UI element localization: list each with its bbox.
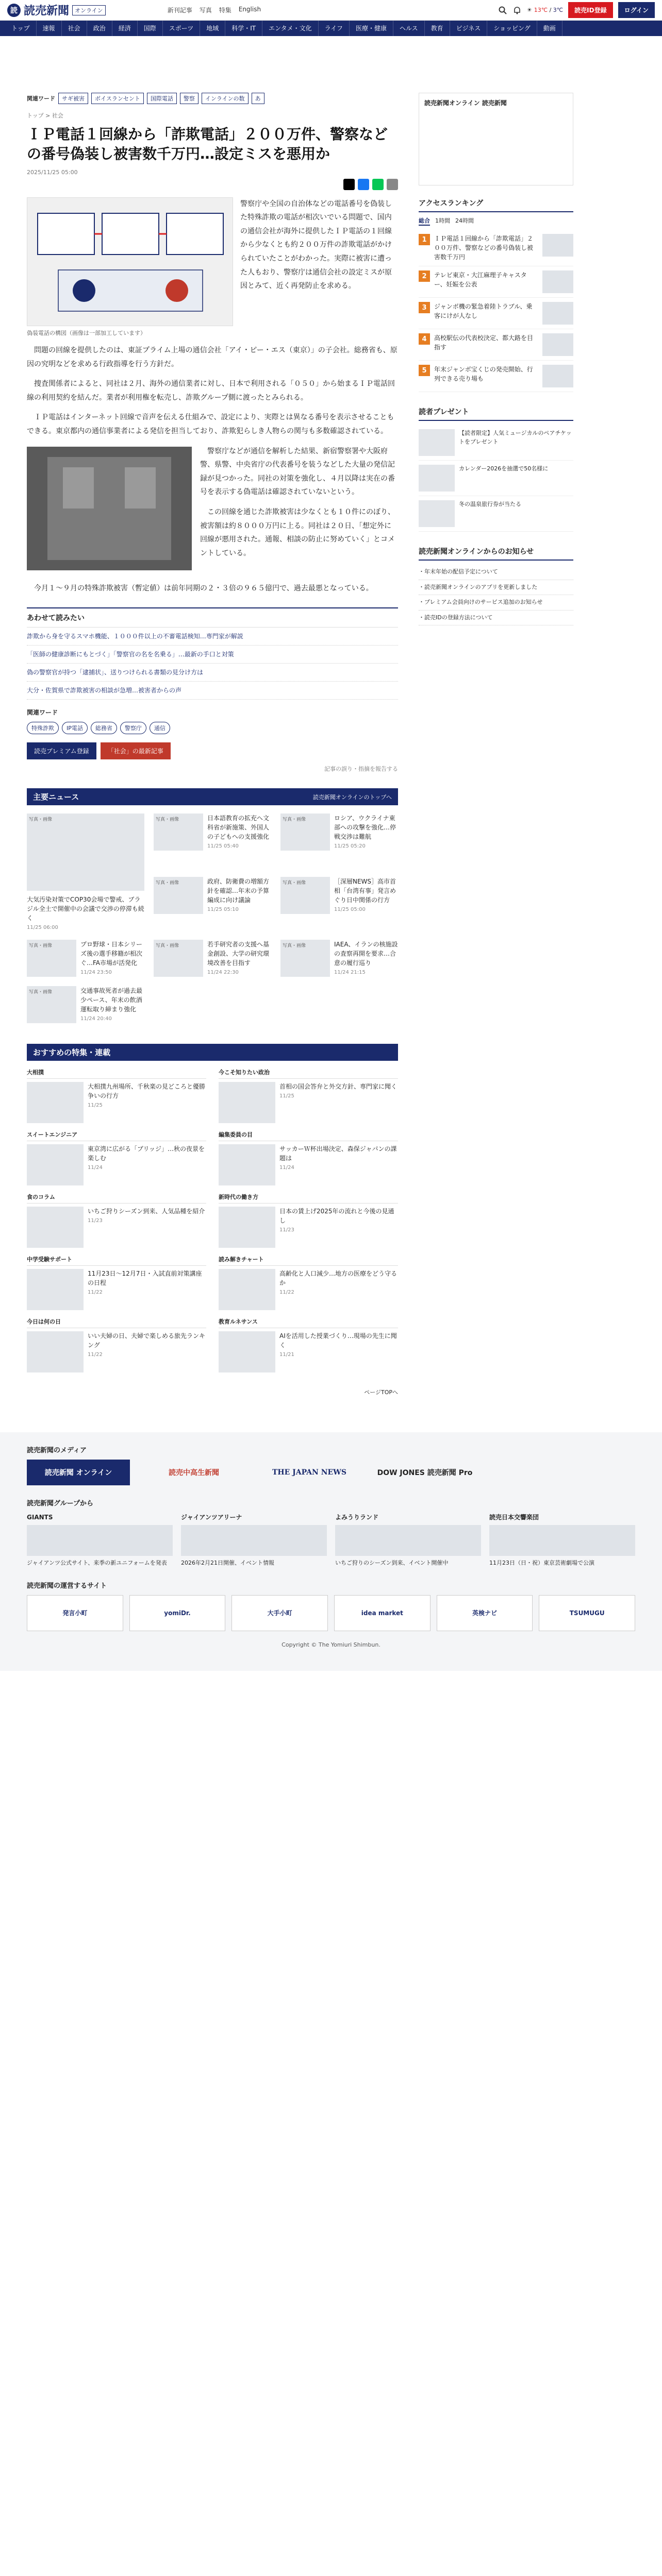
media-logo-chukosei[interactable]: 読売中高生新聞: [169, 1469, 219, 1478]
x-share-icon[interactable]: [343, 179, 355, 190]
media-heading: 読売新聞のメディア: [27, 1447, 87, 1455]
group-text: 2026年2月21日開催、イベント情報: [181, 1560, 274, 1567]
site-logo[interactable]: [7, 2, 106, 18]
rank-number: 1: [419, 234, 430, 245]
news-thumb: [280, 814, 330, 851]
feature-meta: 11/24: [279, 1165, 294, 1171]
news-title: 政府、防衛費の増額方針を確認…年末の予算編成に向け議論: [207, 877, 270, 904]
notices-heading: 読売新聞オンラインからのお知らせ: [419, 546, 573, 561]
group-name: よみうりランド: [335, 1514, 379, 1521]
news-title: ロシア、ウクライナ東部への攻撃を強化…停戦交渉は難航: [334, 815, 396, 841]
tag-list: [27, 722, 398, 734]
feature-meta: 11/24: [88, 1165, 103, 1171]
feature-meta: 11/22: [88, 1352, 103, 1358]
rank-number: 4: [419, 333, 430, 345]
top-link-english[interactable]: English: [238, 6, 261, 13]
copyright: Copyright © The Yomiuri Shimbun.: [282, 1641, 380, 1648]
print-icon[interactable]: [387, 179, 398, 190]
notice-link[interactable]: ・ 年末年始の配信予定について: [419, 565, 573, 580]
nav-item[interactable]: 教育: [425, 21, 450, 36]
main-news-grid: [27, 805, 398, 1023]
feature-meta: 11/21: [279, 1352, 294, 1358]
feature-category[interactable]: 編集委員の目: [219, 1130, 398, 1141]
group-text: ジャイアンツ公式サイト、来季の新ユニフォームを発表: [27, 1560, 167, 1567]
feature-category[interactable]: 大相撲: [27, 1068, 206, 1079]
keyword-chip[interactable]: サギ被害: [58, 93, 88, 104]
site-footer: [0, 1432, 662, 1671]
lead-caption: 偽装電話の構図（画像は一部加工しています）: [27, 329, 146, 336]
keyword-chip[interactable]: ボイスランセント: [91, 93, 144, 104]
feature-category[interactable]: 読み解きチャート: [219, 1255, 398, 1266]
media-logo-dowjones[interactable]: DOW JONES 読売新聞 Pro: [377, 1469, 473, 1478]
nav-item[interactable]: 政治: [87, 21, 112, 36]
tag-chip[interactable]: 警察庁: [120, 722, 146, 734]
ranking-item[interactable]: [419, 329, 573, 361]
features-heading: おすすめの特集・連載: [33, 1048, 111, 1058]
media-logo-japan-news[interactable]: THE JAPAN NEWS: [272, 1468, 347, 1477]
feature-meta: 11/22: [88, 1290, 103, 1296]
group-item[interactable]: [181, 1513, 327, 1568]
cta-row: [27, 742, 398, 759]
temp-low: 3℃: [553, 7, 564, 13]
media-row: [27, 1460, 635, 1485]
nav-item[interactable]: 動画: [537, 21, 562, 36]
present-thumb: [419, 429, 455, 456]
nav-item[interactable]: エンタメ・文化: [262, 21, 319, 36]
feature-meta: 11/22: [279, 1290, 294, 1296]
site-card[interactable]: 発言小町: [27, 1595, 123, 1631]
article-title: ＩＰ電話１回線から「詐欺電話」２００万件、警察などの番号偽装し被害数千万円…設定ミスを悪用か: [27, 126, 388, 162]
main-nav: [0, 21, 662, 36]
present-item[interactable]: [419, 461, 573, 496]
news-title: 若手研究者の支援へ基金創設、大学の研究環境改善を目指す: [207, 941, 270, 967]
logo-sub: オンライン: [72, 5, 106, 15]
feature-thumb: [219, 1082, 275, 1123]
ranking-tabs: [419, 216, 573, 226]
body-paragraph: 捜査関係者によると、同社は２月、海外の通信業者に対し、日本で利用される「０５０」から始まるＩＰ電話回線の利用契約を結んだ。業者が利用権を転売し、詐欺グループ側に渡ったとみられる。: [27, 380, 395, 402]
news-title: 大気汚染対策でCOP30会場で警戒、ブラジル全土で開催中の会議で交渉の停滞も続く: [27, 896, 144, 922]
ranking-item[interactable]: [419, 298, 573, 329]
feature-category[interactable]: 食のコラム: [27, 1193, 206, 1204]
register-button[interactable]: 読売ID登録: [568, 2, 613, 18]
related-heading: あわせて読みたい: [27, 608, 398, 628]
feature-item[interactable]: [27, 1269, 206, 1310]
feature-thumb: [219, 1331, 275, 1372]
present-thumb: [419, 465, 455, 492]
login-button[interactable]: ログイン: [618, 2, 655, 18]
feature-title: サッカーＷ杯出場決定、森保ジャパンの課題は: [279, 1145, 397, 1162]
site-card[interactable]: yomiDr.: [129, 1595, 226, 1631]
news-thumb: [27, 814, 144, 891]
tag-chip[interactable]: 通信: [150, 722, 170, 734]
feature-item[interactable]: [219, 1207, 398, 1248]
feature-item[interactable]: [27, 1331, 206, 1372]
news-title: IAEA、イランの核施設の査察再開を要求…合意の履行巡り: [334, 941, 398, 967]
present-item[interactable]: [419, 425, 573, 461]
article-photo[interactable]: [27, 447, 192, 570]
group-name: 読売日本交響楽団: [489, 1514, 539, 1521]
news-item[interactable]: [27, 986, 144, 1023]
lead-figure: [27, 197, 233, 338]
feature-meta: 11/23: [88, 1218, 103, 1224]
news-title: プロ野球・日本シリーズ後の選手移籍が相次ぐ…FA市場が活発化: [80, 941, 143, 967]
keyword-chip[interactable]: 国際電話: [147, 93, 177, 104]
bell-icon[interactable]: [512, 6, 522, 15]
rank-thumb: [542, 270, 573, 293]
news-title: 交通事故死者が過去最少ペース、年末の飲酒運転取り締まり強化: [80, 987, 143, 1013]
keyword-row: [27, 93, 398, 104]
group-thumb: [335, 1525, 481, 1556]
nav-item[interactable]: 国際: [138, 21, 163, 36]
site-card[interactable]: TSUMUGU: [539, 1595, 635, 1631]
group-text: 11月23日（日・祝）東京芸術劇場で公演: [489, 1560, 594, 1567]
keyword-chip[interactable]: あ: [252, 93, 264, 104]
rank-number: 3: [419, 302, 430, 313]
feature-thumb: [27, 1269, 84, 1310]
nav-item[interactable]: 科学・IT: [225, 21, 262, 36]
ranking-item[interactable]: [419, 361, 573, 392]
feature-block: [27, 1255, 206, 1310]
logo-mark-icon: 読: [7, 4, 21, 17]
group-item[interactable]: [27, 1513, 173, 1568]
feature-item[interactable]: [219, 1082, 398, 1123]
group-thumb: [27, 1525, 173, 1556]
top-links: [168, 6, 261, 14]
features-grid: [27, 1061, 398, 1372]
news-thumb: [154, 814, 203, 851]
line-share-icon[interactable]: [372, 179, 384, 190]
news-item[interactable]: [280, 877, 398, 931]
news-item[interactable]: [27, 940, 144, 977]
feature-thumb: [27, 1144, 84, 1185]
rank-title: 高校駅伝の代表校決定、都大路を目指す: [434, 334, 534, 351]
top-link-photo[interactable]: 写真: [199, 7, 212, 14]
news-thumb: [280, 940, 330, 977]
news-item[interactable]: [154, 940, 271, 977]
feature-item[interactable]: [219, 1144, 398, 1185]
feature-title: いちご狩りシーズン到来、人気品種を紹介: [88, 1208, 205, 1215]
feature-block: [219, 1068, 398, 1123]
feature-item[interactable]: [27, 1144, 206, 1185]
news-thumb: [154, 940, 203, 977]
more-articles-button[interactable]: 「社会」の最新記事: [101, 742, 171, 759]
share-buttons: [27, 179, 398, 190]
feature-thumb: [219, 1269, 275, 1310]
rank-thumb: [542, 302, 573, 325]
feature-thumb: [27, 1331, 84, 1372]
article-lead: [27, 197, 398, 338]
main-news-more-link[interactable]: 読売新聞オンラインのトップへ: [312, 793, 392, 801]
related-link[interactable]: 偽の警察官が持つ「逮捕状」、送りつけられる書類の見分け方は: [27, 664, 398, 682]
body-paragraph: 警察庁などが通信を解析した結果、新宿警察署や大阪府警、県警、中央省庁の代表番号を装うなどした大量の発信記録が見つかった。同社の対策を強化し、４月以降は実在の番号を表示する偽電話は確認されていないという。: [200, 447, 395, 497]
notice-link[interactable]: ・ 読売IDの登録方法について: [419, 611, 573, 626]
feature-meta: 11/25: [88, 1103, 103, 1109]
news-item[interactable]: [27, 814, 144, 930]
site-card[interactable]: idea market: [334, 1595, 431, 1631]
temp-high: 13℃: [534, 7, 548, 13]
rank-title: テレビ東京・大江麻理子キャスター、妊娠を公表: [434, 272, 527, 288]
top-link-new[interactable]: 新刊記事: [167, 7, 192, 14]
news-item[interactable]: [280, 814, 398, 868]
news-thumb: [154, 877, 203, 914]
nav-item[interactable]: 地域: [200, 21, 225, 36]
feature-thumb: [27, 1207, 84, 1248]
ad-banner[interactable]: [419, 93, 573, 185]
news-item[interactable]: [154, 814, 271, 868]
nav-item[interactable]: ライフ: [319, 21, 350, 36]
feature-item[interactable]: [219, 1269, 398, 1310]
group-name: GIANTS: [27, 1514, 53, 1521]
feature-title: AIを活用した授業づくり…現場の先生に聞く: [279, 1332, 397, 1349]
ranking-list: [419, 230, 573, 392]
top-bar: [0, 0, 662, 21]
news-title: ［深層NEWS］高市首相「台湾有事」発言めぐり日中関係の行方: [334, 877, 396, 904]
feature-block: [219, 1130, 398, 1185]
feature-category[interactable]: 新時代の働き方: [219, 1193, 398, 1204]
page-top-link[interactable]: ページTOPへ: [364, 1389, 398, 1396]
feature-item[interactable]: [27, 1207, 206, 1248]
related-link[interactable]: 詐欺から身を守るスマホ機能、１０００件以上の不審電話検知…専門家が解説: [27, 628, 398, 646]
news-thumb: [27, 940, 76, 977]
feature-title: 高齢化と人口減少…地方の医療をどう守るか: [279, 1270, 398, 1287]
feature-block: [219, 1255, 398, 1310]
sun-icon: ☀: [526, 7, 532, 13]
facebook-share-icon[interactable]: [358, 179, 369, 190]
nav-item[interactable]: トップ: [5, 21, 37, 36]
feature-title: いい夫婦の日、夫婦で楽しめる旅先ランキング: [88, 1332, 206, 1349]
main-news-header: [27, 788, 398, 805]
site-card[interactable]: 英検ナビ: [437, 1595, 533, 1631]
feature-block: [219, 1317, 398, 1372]
site-header: [0, 0, 662, 36]
sites-grid: [27, 1595, 635, 1631]
group-grid: [27, 1513, 635, 1568]
body-paragraph: 今月１～９月の特殊詐欺被害（暫定値）は前年同期の２・３倍の９６５億円で、過去最悪となっている。: [34, 584, 373, 592]
present-thumb: [419, 500, 455, 527]
nav-item[interactable]: 医療・健康: [350, 21, 393, 36]
nav-item[interactable]: 社会: [62, 21, 87, 36]
feature-meta: 11/23: [279, 1227, 294, 1233]
top-link-feature[interactable]: 特集: [219, 7, 231, 14]
news-meta: 11/24 23:50: [80, 970, 112, 976]
tags-heading: 関連ワード: [27, 709, 58, 717]
keyword-chip[interactable]: 警察: [180, 93, 198, 104]
feature-category[interactable]: 今日は何の日: [27, 1317, 206, 1328]
group-text: いちご狩りのシーズン到来、イベント開催中: [335, 1560, 449, 1567]
feature-block: [27, 1317, 206, 1372]
ranking-tab[interactable]: 24時間: [455, 217, 474, 224]
ranking-tab[interactable]: 総合: [419, 216, 430, 226]
rank-title: 年末ジャンボ宝くじの発売開始、行列できる売り場も: [434, 366, 533, 382]
feature-title: 大相撲九州場所、千秋楽の見どころと優勝争いの行方: [88, 1083, 206, 1100]
tag-chip[interactable]: IP電話: [62, 722, 88, 734]
notice-link[interactable]: ・ 読売新聞オンラインのアプリを更新しました: [419, 580, 573, 596]
news-meta: 11/25 05:40: [207, 843, 239, 850]
feature-thumb: [27, 1082, 84, 1123]
toolbar-right: [498, 2, 655, 18]
feature-thumb: [219, 1207, 275, 1248]
nav-item[interactable]: ショッピング: [487, 21, 537, 36]
news-meta: 11/25 05:00: [334, 906, 366, 912]
lead-photo[interactable]: [27, 197, 233, 326]
lead-paragraph: 警察庁や全国の自治体などの電話番号を偽装した特殊詐欺の電話が相次いでいる問題で、国内の通信会社が海外に提供したＩＰ電話の１回線から少なくとも約２００万件の詐欺電話がかけられていたことがわかった。実際に被害に遭った人もおり、警察庁は通信会社の設定ミスが原因とみて、近く再発防止を求める。: [240, 199, 392, 291]
feature-category[interactable]: 今こそ知りたい政治: [219, 1068, 398, 1079]
group-thumb: [489, 1525, 635, 1556]
feature-block: [27, 1068, 206, 1123]
rank-title: ＩＰ電話１回線から「詐欺電話」２００万件、警察などの番号偽装し被害数千万円: [434, 235, 534, 261]
nav-item[interactable]: スポーツ: [163, 21, 201, 36]
breadcrumb[interactable]: トップ > 社会: [27, 112, 63, 119]
page-container: [27, 36, 635, 1412]
tag-chip[interactable]: 総務省: [91, 722, 117, 734]
weather-widget[interactable]: ☀ 13℃ / 3℃: [526, 7, 564, 13]
rank-thumb: [542, 234, 573, 257]
present-item[interactable]: [419, 496, 573, 532]
subscribe-button[interactable]: 読売プレミアム登録: [27, 742, 96, 759]
feature-block: [27, 1193, 206, 1248]
feature-thumb: [219, 1144, 275, 1185]
present-title: カレンダー2026を抽選で50名様に: [459, 465, 549, 472]
feature-category[interactable]: 教育ルネサンス: [219, 1317, 398, 1328]
body-paragraph: 問題の回線を提供したのは、東証プライム上場の通信会社「アイ・ピー・エス（東京）」の子会社。総務省も、原因の究明などを求める行政指導を行う方針だ。: [27, 346, 398, 368]
rank-thumb: [542, 365, 573, 387]
group-item[interactable]: [335, 1513, 481, 1568]
feature-title: 11月23日〜12月7日・入試直前対策講座の日程: [88, 1270, 202, 1287]
feature-item[interactable]: [27, 1082, 206, 1123]
logo-text: 読売新聞: [24, 4, 70, 18]
present-title: 冬の温泉旅行券が当たる: [459, 501, 521, 507]
features-header: [27, 1044, 398, 1061]
group-item[interactable]: [489, 1513, 635, 1568]
news-thumb: [27, 986, 76, 1023]
ad-title: 読売新聞オンライン 読売新聞: [424, 99, 507, 107]
related-link[interactable]: 「医師の健康診断にもとづく」「警察官の名を名乗る」…最新の手口と対策: [27, 646, 398, 664]
news-meta: 11/24 20:40: [80, 1016, 112, 1022]
feature-meta: 11/25: [279, 1093, 294, 1099]
nav-item[interactable]: ヘルス: [393, 21, 425, 36]
notices-list: [419, 565, 573, 625]
group-thumb: [181, 1525, 327, 1556]
sidebar: [419, 93, 573, 1412]
rank-number: 2: [419, 270, 430, 282]
nav-item[interactable]: ビジネス: [450, 21, 488, 36]
main-news-heading: 主要ニュース: [33, 792, 79, 802]
rank-thumb: [542, 333, 573, 356]
notice-link[interactable]: ・ プレミアム会員向けのサービス追加のお知らせ: [419, 595, 573, 611]
feature-title: 東京湾に広がる「ブリッジ」…秋の夜景を楽しむ: [88, 1145, 205, 1162]
tag-chip[interactable]: 特殊詐欺: [27, 722, 59, 734]
news-meta: 11/24 21:15: [334, 970, 366, 976]
search-icon[interactable]: [498, 6, 507, 15]
report-error-link[interactable]: 記事の誤り・指摘を報告する: [324, 766, 398, 773]
group-heading: 読売新聞グループから: [27, 1500, 93, 1508]
news-item[interactable]: [280, 940, 398, 977]
news-meta: 11/25 05:20: [334, 843, 366, 850]
group-name: ジャイアンツアリーナ: [181, 1514, 242, 1521]
present-heading: 読者プレゼント: [419, 406, 573, 421]
feature-block: [27, 1130, 206, 1185]
keyword-chip[interactable]: インラインの数: [202, 93, 249, 104]
keyword-label: 関連ワード: [27, 95, 55, 102]
nav-item[interactable]: 速報: [37, 21, 62, 36]
feature-category[interactable]: スイートエンジニア: [27, 1130, 206, 1141]
site-card[interactable]: 大手小町: [231, 1595, 328, 1631]
present-title: 【読者限定】人気ミュージカルのペアチケットをプレゼント: [459, 430, 572, 445]
news-thumb: [280, 877, 330, 914]
ranking-item[interactable]: [419, 230, 573, 266]
nav-item[interactable]: 経済: [112, 21, 138, 36]
related-link[interactable]: 大分・佐賀県で詐欺被害の相談が急増…被害者からの声: [27, 682, 398, 700]
media-logo-online[interactable]: 読売新聞 オンライン: [27, 1460, 130, 1485]
news-title: 日本語教育の拡充へ文科省が新施策、外国人の子どもへの支援強化: [207, 815, 270, 841]
body-paragraph: この回線を通じた詐欺被害は少なくとも１０件にのぼり、被害額は約８０００万円に上る。同社は２０日、「想定外に回線が悪用された。通報、相談の防止に努めていく」とコメントしている。: [200, 508, 395, 557]
feature-title: 首相の国会答弁と外交方針、専門家に聞く: [279, 1083, 398, 1091]
ranking-item[interactable]: [419, 266, 573, 298]
rank-number: 5: [419, 365, 430, 376]
news-meta: 11/24 22:30: [207, 970, 239, 976]
main-column: [27, 93, 398, 1412]
related-articles: [27, 607, 398, 700]
body-paragraph: ＩＰ電話はインターネット回線で音声を伝える仕組みで、設定により、実際とは異なる番号を表示させることもできる。東京都内の通信事業者による発信を担当しており、詐欺犯らしき人物らの関与も多数確認されている。: [27, 413, 394, 436]
feature-block: [219, 1193, 398, 1248]
ranking-tab[interactable]: 1時間: [435, 217, 450, 224]
feature-item[interactable]: [219, 1331, 398, 1372]
article-date: 2025/11/25 05:00: [27, 168, 78, 176]
news-meta: 11/25 06:00: [27, 925, 58, 931]
news-item[interactable]: [154, 877, 271, 931]
sites-heading: 読売新聞の運営するサイト: [27, 1582, 107, 1590]
ranking-heading: アクセスランキング: [419, 198, 573, 212]
rank-title: ジャンボ機の緊急着陸トラブル、乗客にけが人なし: [434, 303, 533, 319]
feature-category[interactable]: 中学受験サポート: [27, 1255, 206, 1266]
feature-title: 日本の賃上げ2025年の流れと今後の見通し: [279, 1208, 394, 1225]
news-meta: 11/25 05:10: [207, 906, 239, 912]
